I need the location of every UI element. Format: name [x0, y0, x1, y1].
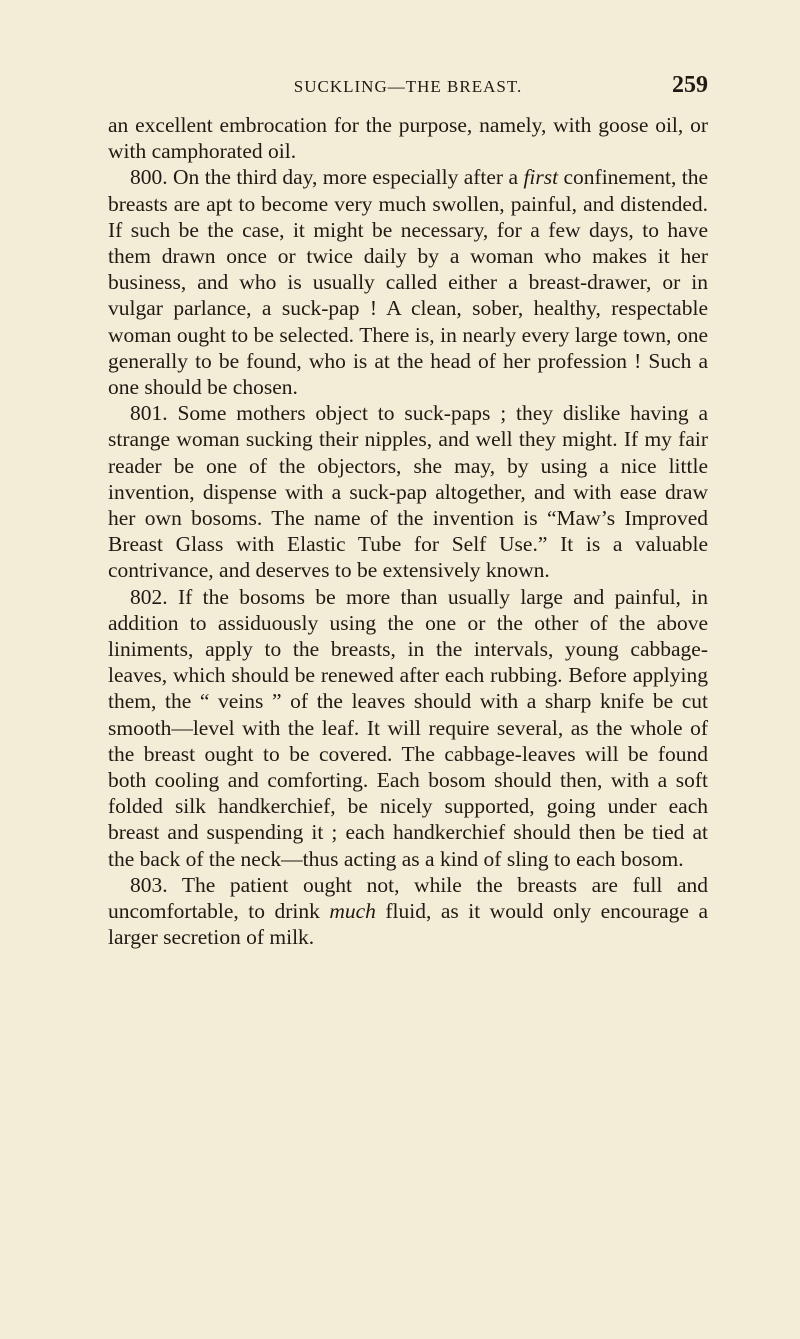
paragraph-text: 802. If the bosoms be more than usually large and painful, in addition to assiduously using the one or the other of the above liniments, apply to the breasts, in the intervals, young cabbage-leaves, which should be renewed after each rubbing. Before applying them, the “ veins ” of the leaves should with a sharp knife be cut smooth—level with the leaf. It will require several, as the whole of the breast ought to be covered. The cabbage-leaves will be found both cooling and comforting. Each bosom should then, with a soft folded silk handkerchief, be nicely supported, going under each breast and suspending it ; each handkerchief should then be tied at the back of the neck—thus acting as a kind of sling to each bosom.: [108, 584, 708, 871]
body-text: [108, 112, 708, 951]
paragraph-text: 800. On the third day, more especially after a: [130, 165, 524, 190]
paragraph-801: [108, 400, 708, 583]
paragraph-text: 803. The patient ought not, while the breasts are full and uncomfortable, to drink: [108, 872, 708, 924]
paragraph-text: fluid, as it would only encourage a larger secretion of milk.: [108, 899, 708, 950]
italic-text: first: [523, 165, 559, 190]
paragraph-text: an excellent embrocation for the purpose, namely, with goose oil, or with camphorated oil.: [108, 113, 708, 164]
paragraph-continuation: [108, 112, 708, 164]
paragraph-800: [108, 164, 708, 400]
page-number: 259: [672, 72, 708, 98]
paragraph-802: [108, 584, 708, 872]
paragraph-803: [108, 872, 708, 951]
italic-text: much: [329, 899, 376, 924]
running-head: [108, 72, 708, 102]
running-title: SUCKLING—THE BREAST.: [293, 77, 523, 96]
paragraph-text: confinement, the breasts are apt to become very much swollen, painful, and distended. If such be the case, it might be necessary, for a few days, to have them drawn once or twice daily by a woman who makes it her business, and who is usually called either a breast-drawer, or in vulgar parlance, a suck-pap ! A clean, sober, healthy, respectable woman ought to be selected. There is, in nearly every large town, one generally to be found, who is at the head of her profession ! Such a one should be chosen.: [108, 165, 708, 400]
paragraph-text: 801. Some mothers object to suck-paps ; they dislike having a strange woman sucking their nipples, and well they might. If my fair reader be one of the objectors, she may, by using a nice little invention, dispense with a suck-pap altogether, and with ease draw her own bosoms. The name of the invention is “Maw’s Improved Breast Glass with Elastic Tube for Self Use.” It is a valuable contrivance, and deserves to be extensively known.: [108, 401, 708, 583]
